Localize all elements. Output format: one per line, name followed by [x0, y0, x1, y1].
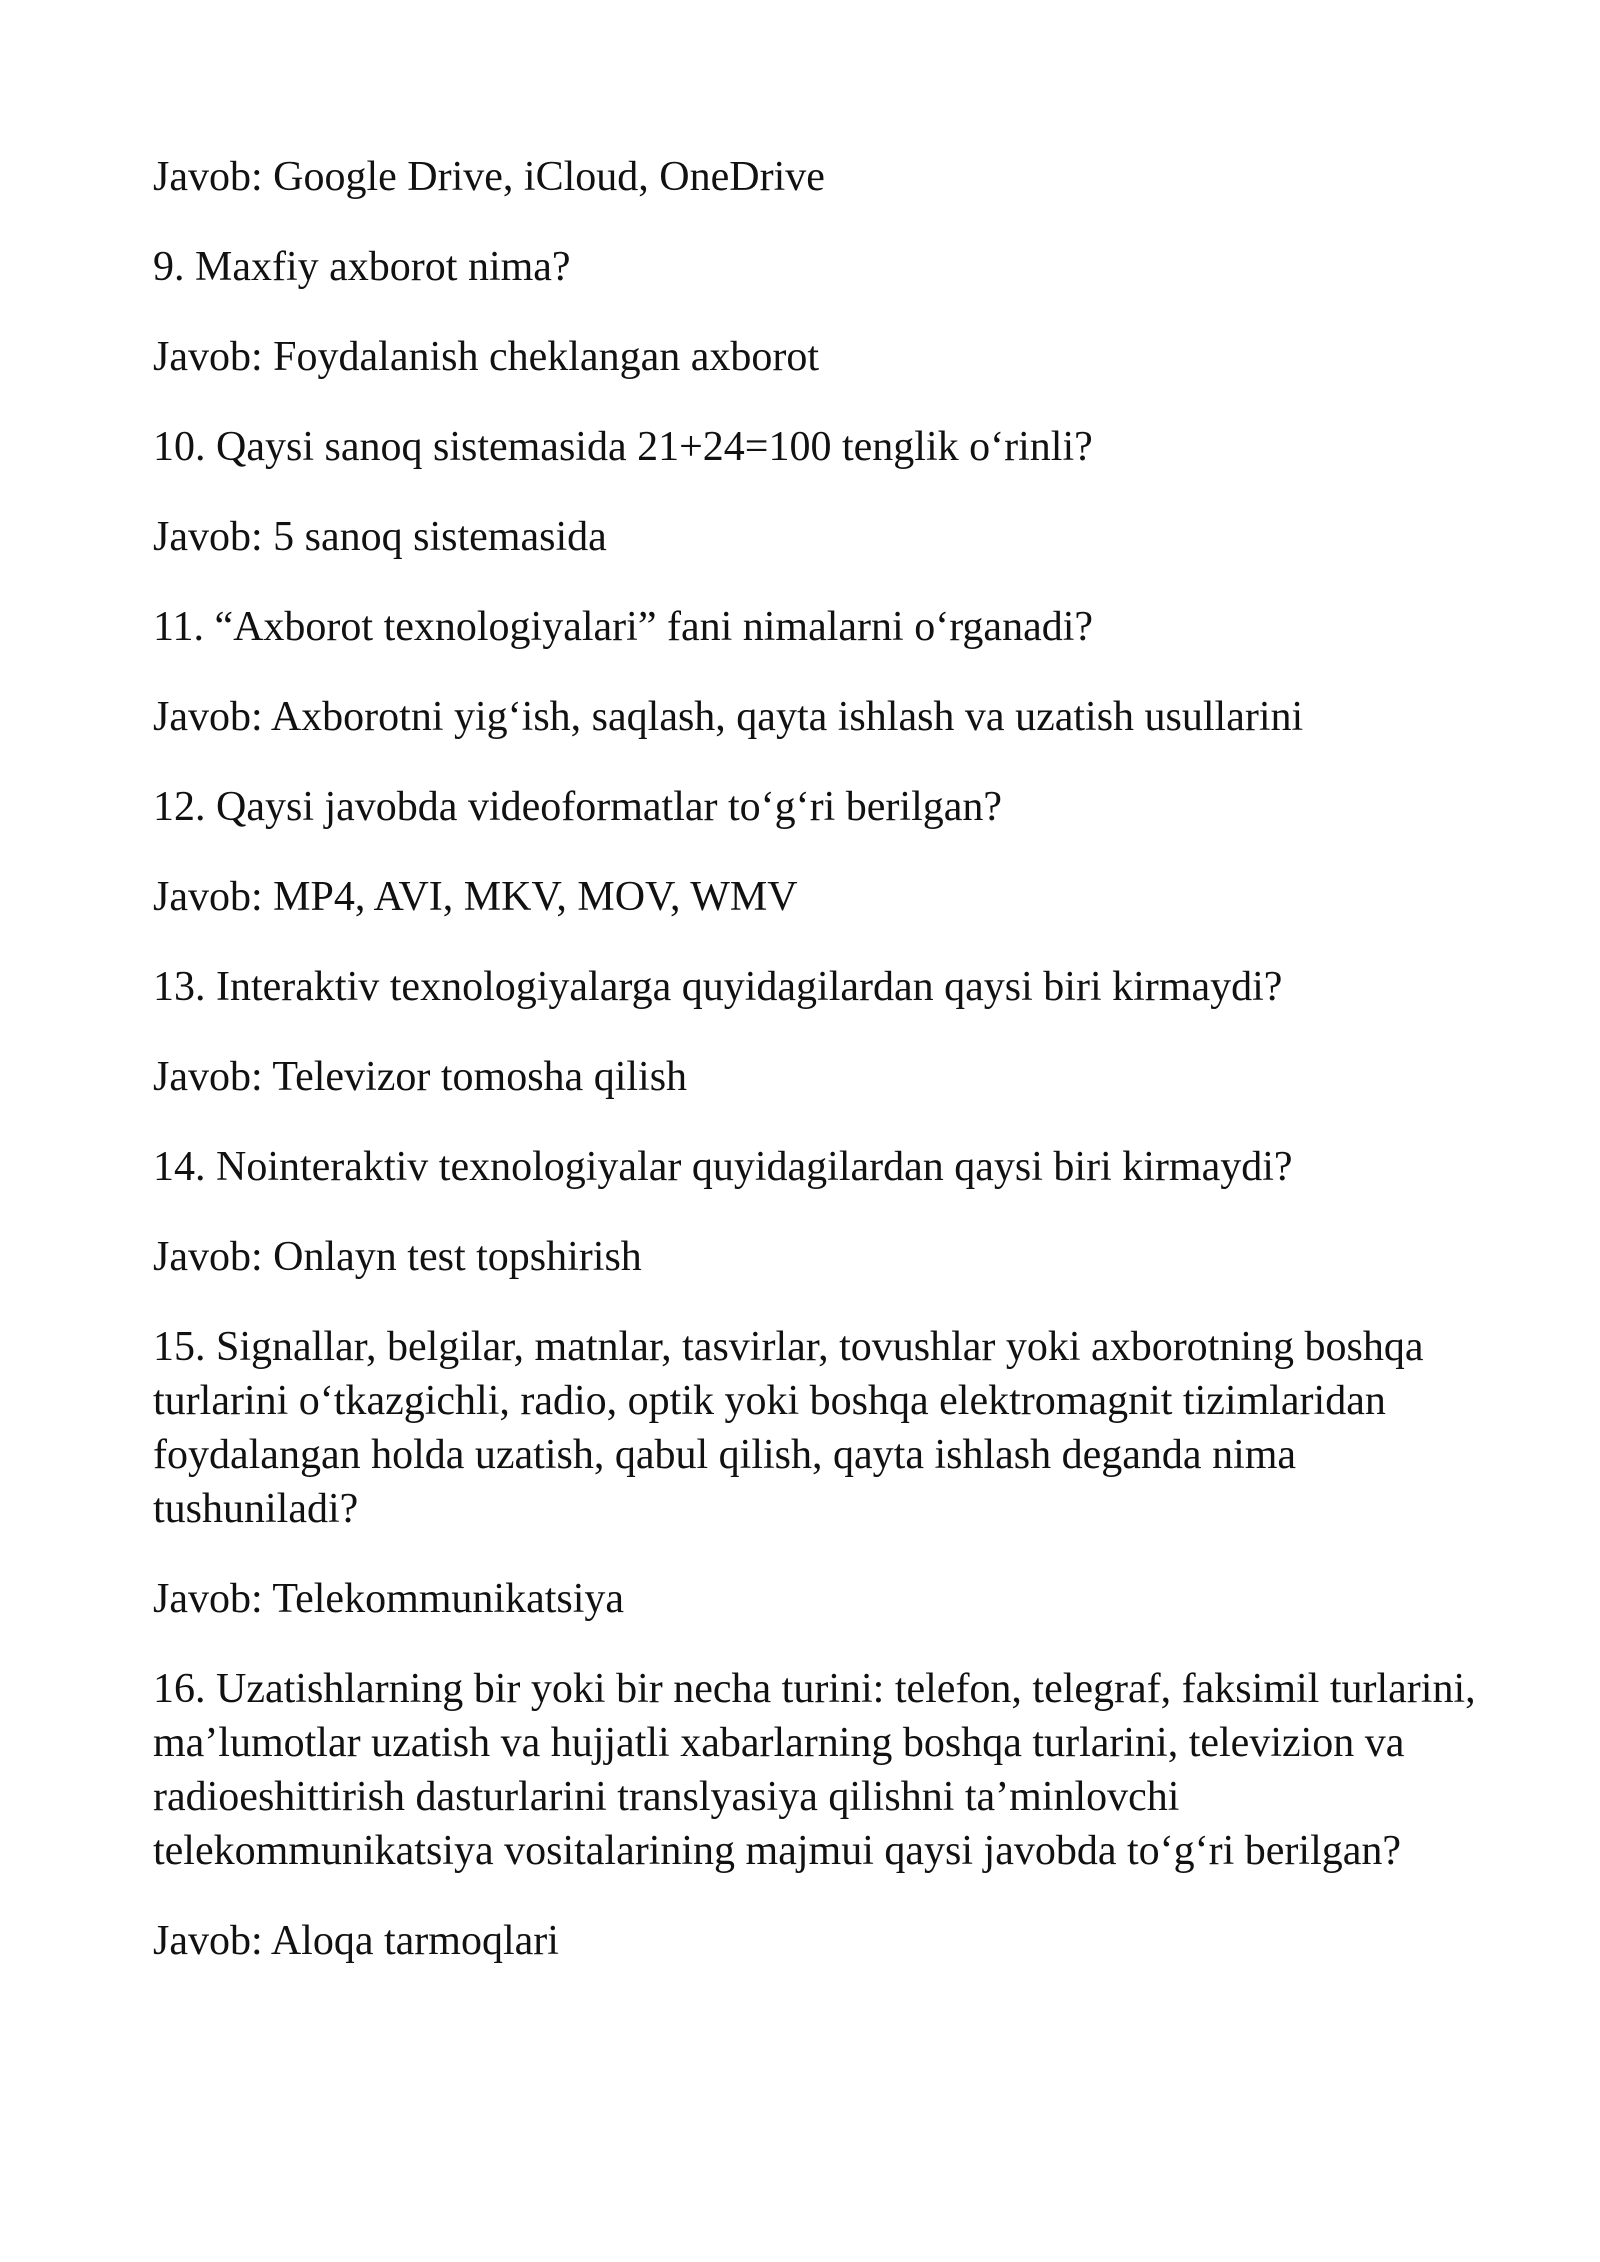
question-paragraph: 12. Qaysi javobda videoformatlar to‘g‘ri berilgan?	[153, 784, 1003, 830]
answer-paragraph: Javob: Telekommunikatsiya	[153, 1576, 625, 1622]
question-paragraph: 13. Interaktiv texnologiyalarga quyidagilardan qaysi biri kirmaydi?	[153, 964, 1283, 1010]
answer-paragraph: Javob: Onlayn test topshirish	[153, 1234, 642, 1280]
question-paragraph: 15. Signallar, belgilar, matnlar, tasvirlar, tovushlar yoki axborotning boshqa turlarini o‘tkazgichli, radio, optik yoki boshqa elektromagnit tizimlaridan foydalangan holda uzatish, qabul qilish, qayta ishlash deganda nima tushuniladi?	[153, 1324, 1424, 1532]
document-body	[153, 150, 1483, 1968]
answer-paragraph: Javob: Aloqa tarmoqlari	[153, 1918, 559, 1964]
question-paragraph: 14. Nointeraktiv texnologiyalar quyidagilardan qaysi biri kirmaydi?	[153, 1144, 1293, 1190]
answer-paragraph: Javob: Google Drive, iCloud, OneDrive	[153, 154, 825, 200]
question-paragraph: 16. Uzatishlarning bir yoki bir necha turini: telefon, telegraf, faksimil turlarini, ma’lumotlar uzatish va hujjatli xabarlarning boshqa turlarini, televizion va radioeshittirish dasturlarini translyasiya qilishni ta’minlovchi telekommunikatsiya vositalarining majmui qaysi javobda to‘g‘ri berilgan?	[153, 1666, 1476, 1874]
answer-paragraph: Javob: Axborotni yig‘ish, saqlash, qayta ishlash va uzatish usullarini	[153, 694, 1304, 740]
answer-paragraph: Javob: MP4, AVI, MKV, MOV, WMV	[153, 874, 798, 920]
answer-paragraph: Javob: Foydalanish cheklangan axborot	[153, 334, 820, 380]
question-paragraph: 10. Qaysi sanoq sistemasida 21+24=100 tenglik o‘rinli?	[153, 424, 1093, 470]
answer-paragraph: Javob: Televizor tomosha qilish	[153, 1054, 688, 1100]
question-paragraph: 9. Maxfiy axborot nima?	[153, 244, 571, 290]
answer-paragraph: Javob: 5 sanoq sistemasida	[153, 514, 607, 560]
question-paragraph: 11. “Axborot texnologiyalari” fani nimalarni o‘rganadi?	[153, 604, 1094, 650]
